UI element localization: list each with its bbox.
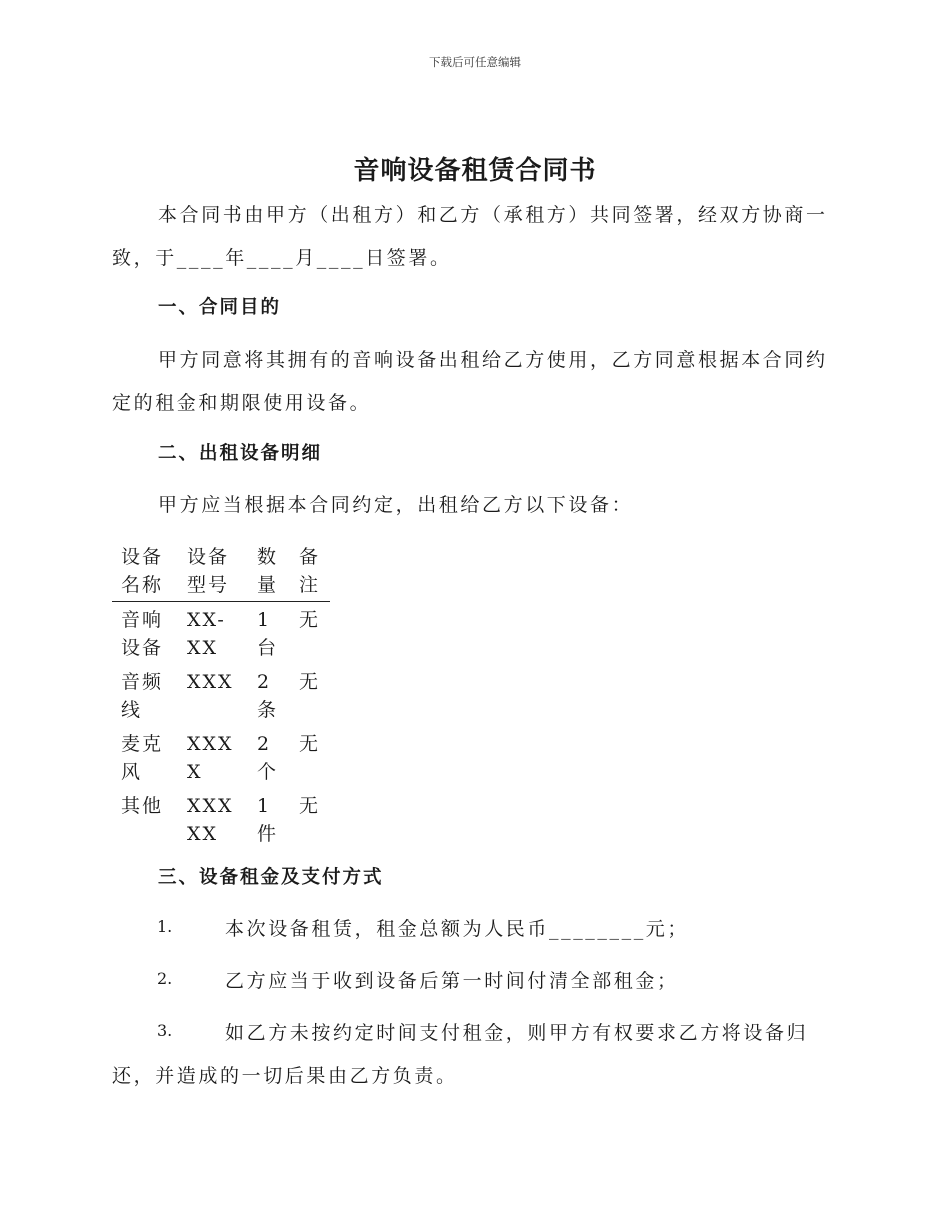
section-1-heading: 一、合同目的 xyxy=(158,297,282,318)
intro-line-1: 本合同书由甲方（出租方）和乙方（承租方）共同签署，经双方协商一 xyxy=(158,204,828,226)
table-header-cell: 备 注 xyxy=(299,546,321,596)
section-2-intro: 甲方应当根据本合同约定，出租给乙方以下设备： xyxy=(158,494,634,516)
item-number: 1. xyxy=(157,917,173,936)
table-cell: XXX XX xyxy=(187,795,234,845)
table-cell: 其他 xyxy=(121,795,164,817)
document-title: 音响设备租赁合同书 xyxy=(353,156,597,186)
section-2-heading: 二、出租设备明细 xyxy=(158,443,323,464)
table-header-rule xyxy=(112,601,330,602)
table-cell: XX- XX xyxy=(187,609,226,659)
table-cell: XXX X xyxy=(187,733,234,783)
item-text: 本次设备租赁，租金总额为人民币________元； xyxy=(225,918,690,940)
table-header-cell: 设备 型号 xyxy=(187,546,230,596)
table-cell: 无 xyxy=(299,795,321,817)
table-cell: 无 xyxy=(299,609,321,631)
intro-line-2: 致，于____年____月____日签署。 xyxy=(112,247,452,269)
table-cell: 2 个 xyxy=(257,733,279,783)
table-cell: 1 件 xyxy=(257,795,279,845)
section-1-line-1: 甲方同意将其拥有的音响设备出租给乙方使用，乙方同意根据本合同约 xyxy=(158,349,828,371)
section-1-line-2: 定的租金和期限使用设备。 xyxy=(112,392,372,414)
table-cell: XXX xyxy=(187,671,234,693)
header-note: 下载后可任意编辑 xyxy=(429,55,521,69)
item-text: 如乙方未按约定时间支付租金，则甲方有权要求乙方将设备归 xyxy=(225,1022,809,1044)
item-text: 乙方应当于收到设备后第一时间付清全部租金； xyxy=(225,970,679,992)
table-header-cell: 数 量 xyxy=(257,546,279,596)
table-cell: 无 xyxy=(299,671,321,693)
item-text-continued: 还，并造成的一切后果由乙方负责。 xyxy=(112,1065,458,1087)
table-header-cell: 设备 名称 xyxy=(121,546,164,596)
table-cell: 无 xyxy=(299,733,321,755)
table-cell: 音响 设备 xyxy=(121,609,164,659)
table-cell: 2 条 xyxy=(257,671,279,721)
item-number: 2. xyxy=(157,969,173,988)
table-cell: 1 台 xyxy=(257,609,279,659)
item-number: 3. xyxy=(157,1021,173,1040)
table-cell: 麦克 风 xyxy=(121,733,164,783)
section-3-heading: 三、设备租金及支付方式 xyxy=(158,867,384,888)
table-cell: 音频 线 xyxy=(121,671,164,721)
